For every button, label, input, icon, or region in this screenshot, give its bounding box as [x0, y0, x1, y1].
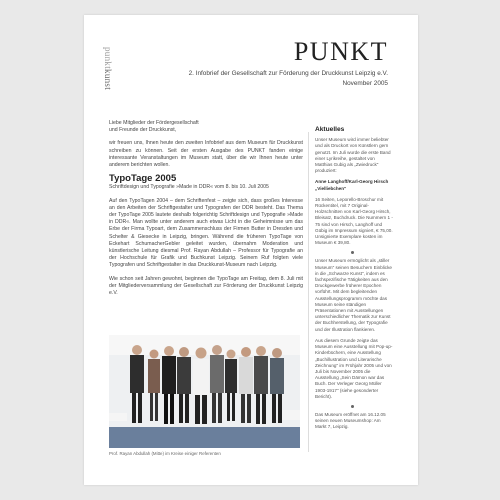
sidebar-heading: Aktuelles: [315, 126, 345, 133]
sidebar-paragraph-5: Das Museum eröffnet am 16.12.05 seinen neuen Museumshop: Am Markt 7, Leipzig.: [315, 411, 386, 430]
greeting-line-2: und Freunde der Druckkunst,: [109, 127, 177, 134]
logo-word-kunst: kunst: [103, 69, 113, 91]
group-photo: [109, 335, 300, 448]
sidebar-paragraph-2: 16 Seiten, Leporello-Broschur mit Rückentitel, mit 7 Original-Holzschnitten von Karl-Georg Hirsch, Bleisatz, Buchdruck. Die Nummern 1 - 75 sind von Hirsch, Langhoff und Gübig im Impressum signiert, € 75,00. Unsignierte Exemplare kosten im Museum € 39,80.: [315, 196, 393, 246]
logo-word-punkt: punkt: [103, 47, 113, 70]
column-divider: [308, 132, 309, 452]
subtitle-line: 2. Infobrief der Gesellschaft zur Förderung der Druckkunst Leipzig e.V.: [188, 70, 388, 77]
sidebar-book-title: Anne Langhoff/Karl-Georg Hirsch „Vielliebchen": [315, 179, 389, 191]
punkt-kunst-logo: [101, 47, 115, 107]
article-subheading: Schriftdesign und Typografie »Made in DDR« vom 8. bis 10. Juli 2005: [109, 184, 269, 191]
main-column: [109, 120, 303, 303]
newsletter-page: [84, 15, 418, 485]
newsletter-subtitle: [189, 69, 388, 89]
article-paragraph-2: Wie schon seit Jahren gewohnt, beginnen die TypoTage am Freitag, dem 8. Juli mit der Mitgliederversammlung der Gesellschaft zur Förderung der Druckkunst Leipzig e.V.: [109, 275, 303, 297]
newsletter-title: PUNKT: [293, 37, 388, 66]
sidebar-paragraph-3: Unser Museum ermöglicht als „stiller Museum" seinen Besuchern Einblicke in die „Schwarze Kunst", indem es fachspezifische Tätigkeiten aus den Druckgewerbe früherer Epochen vorführt. Mit dem begleitenden Ausstellungsprogramm möchte das Museum seine ständigen Präsentationen mit Ausstellungen unterschiedlicher Thematik zur Kunst der Buchherstellung, der Typografie und der Illustration flankieren.: [315, 258, 392, 332]
letter-intro: wir freuen uns, Ihnen heute den zweiten Infobrief aus dem Museum für Druckkunst schreiben zu können. Seit der ersten Ausgabe des PUNKT fanden einige interessante Veranstaltungen im Museum statt, über die wir Ihnen heute unter anderem berichten wollen.: [109, 140, 303, 169]
issue-date: November 2005: [342, 80, 388, 87]
sidebar-paragraph-4: Aus diesem Grunde zeigte das Museum eine Ausstellung mit Pop-up-Kinderbüchern, eine Ausstellung „Buchillustration und Literarische Zeichnung" im Frühjahr 2005 und von Juli bis November 2005 die Ausstellung „Sein Dämon war das Buch. Der Verleger Georg Müller 1903-1917" (siehe gesonderter Bericht).: [315, 337, 393, 399]
separator-dot: [351, 405, 354, 408]
article-heading: TypoTage 2005: [109, 173, 177, 185]
sidebar-paragraph-1: Unser Museum wird immer beliebter und als Druckort von Künstlern gern genutzt. Im Juli wurde die erste Band einer Lyrikreihe, gestaltet von Matthias Gubig als „Zwiedruck" produziert:: [315, 137, 391, 174]
article-paragraph-1: Auf den TypoTagen 2004 – dem Schriftenfest – zeigte sich, dass großes Interesse an den Arbeiten der Schriftgestalter und Typografen der DDR besteht. Das Thema der TypoTage 2005 lautete deshalb folgerichtig Schriftdesign und Typografie »Made in DDR«. Man wollte unter anderem auch etwas Licht in die Geheimnisse um das Erbe der Firma Typoart, dem Zusammenschluss der Firmen Butter in Dresden und Schelter & Giesecke in Leipzig, bringen. Während die früheren TypoTage von Eckehart SchumacherGebler geleitet wurden, übernahm Moderation und künstlerische Leitung diesmal Prof. Rayan Abdullah – Professor für Typografie an der Hochschule für Grafik und Buchkunst Leipzig. Seinem Ruf folgten viele Typografen und Schriftgestalter in das Druckkunst-Museum nach Leipzig.: [109, 197, 303, 269]
separator-dot: [351, 251, 354, 254]
greeting-line-1: Liebe Mitglieder der Fördergesellschaft: [109, 120, 199, 126]
news-sidebar: [315, 127, 393, 436]
photo-caption: Prof. Rayan Abdullah (Mitte) im Kreise einiger Referenten: [109, 451, 221, 456]
letter-greeting: [109, 120, 303, 134]
